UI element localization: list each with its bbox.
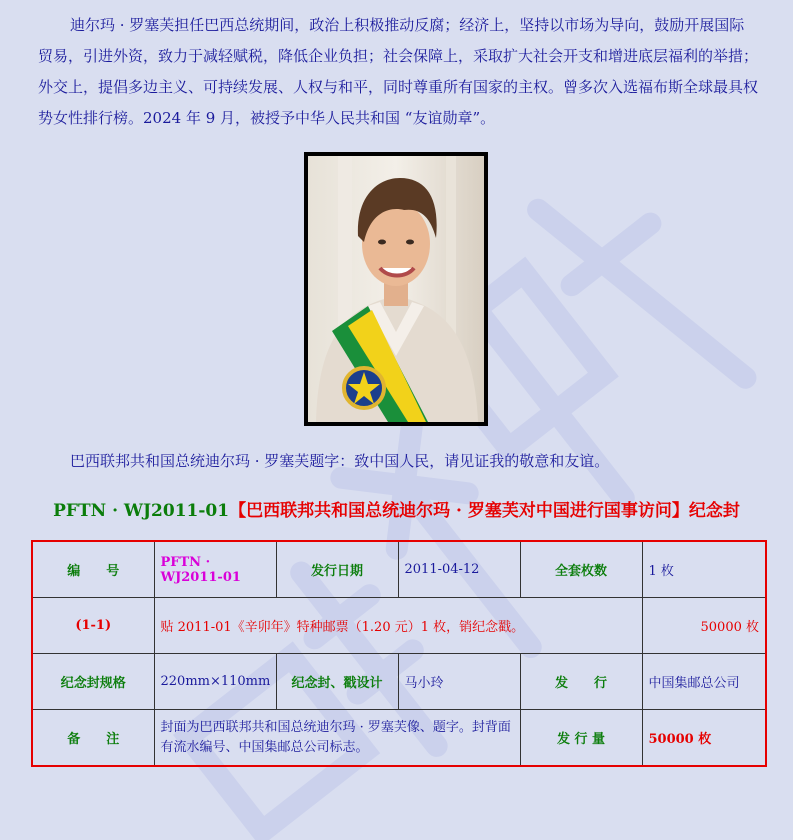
item-quantity: 50000 枚	[642, 598, 766, 654]
item-description: 贴 2011-01《辛卯年》特种邮票（1.20 元）1 枚，销纪念戳。	[154, 598, 642, 654]
spec-value: 220mm×110mm	[154, 654, 276, 710]
remark-label: 备 注	[32, 710, 154, 767]
spec-label: 纪念封规格	[32, 654, 154, 710]
set-count-value: 1 枚	[642, 541, 766, 598]
date-label: 发行日期	[276, 541, 398, 598]
cover-name: 【巴西联邦共和国总统迪尔玛 · 罗塞芙对中国进行国事访问】纪念封	[229, 501, 740, 521]
design-label: 纪念封、戳设计	[276, 654, 398, 710]
intro-paragraph: 迪尔玛 · 罗塞芙担任巴西总统期间，政治上积极推动反腐；经济上，坚持以市场为导向，鼓励开展国际贸易，引进外资，致力于减轻赋税，降低企业负担；社会保障上，采取扩大社会开支和增进底层福利的举措；外交上，提倡多边主义、可持续发展、人权与和平，同时尊重所有国家的主权。曾多次入选福布斯全球最具权势女性排行榜。2024 年 9 月，被授予中华人民共和国 “友谊勋章”。	[38, 16, 759, 127]
table-row	[32, 710, 766, 767]
issuer-label: 发 行	[520, 654, 642, 710]
cover-info-table	[31, 540, 767, 767]
cover-code: PFTN · WJ2011-01	[53, 501, 230, 521]
remark-value: 封面为巴西联邦共和国总统迪尔玛 · 罗塞芙像、题字。封背面有流水编号、中国集邮总公司标志。	[154, 710, 520, 767]
table-row	[32, 541, 766, 598]
cover-title	[0, 496, 793, 521]
issuer-value: 中国集邮总公司	[642, 654, 766, 710]
table-row	[32, 654, 766, 710]
set-count-label: 全套枚数	[520, 541, 642, 598]
volume-label: 发 行 量	[520, 710, 642, 767]
number-value: PFTN · WJ2011-01	[154, 541, 276, 598]
design-value: 马小玲	[398, 654, 520, 710]
volume-value: 50000 枚	[642, 710, 766, 767]
photo-caption: 巴西联邦共和国总统迪尔玛 · 罗塞芙题字：致中国人民，请见证我的敬意和友谊。	[70, 452, 610, 470]
table-row	[32, 598, 766, 654]
number-label: 编 号	[32, 541, 154, 598]
date-value: 2011-04-12	[398, 541, 520, 598]
portrait-photo	[304, 152, 488, 426]
item-label: (1-1)	[32, 598, 154, 654]
